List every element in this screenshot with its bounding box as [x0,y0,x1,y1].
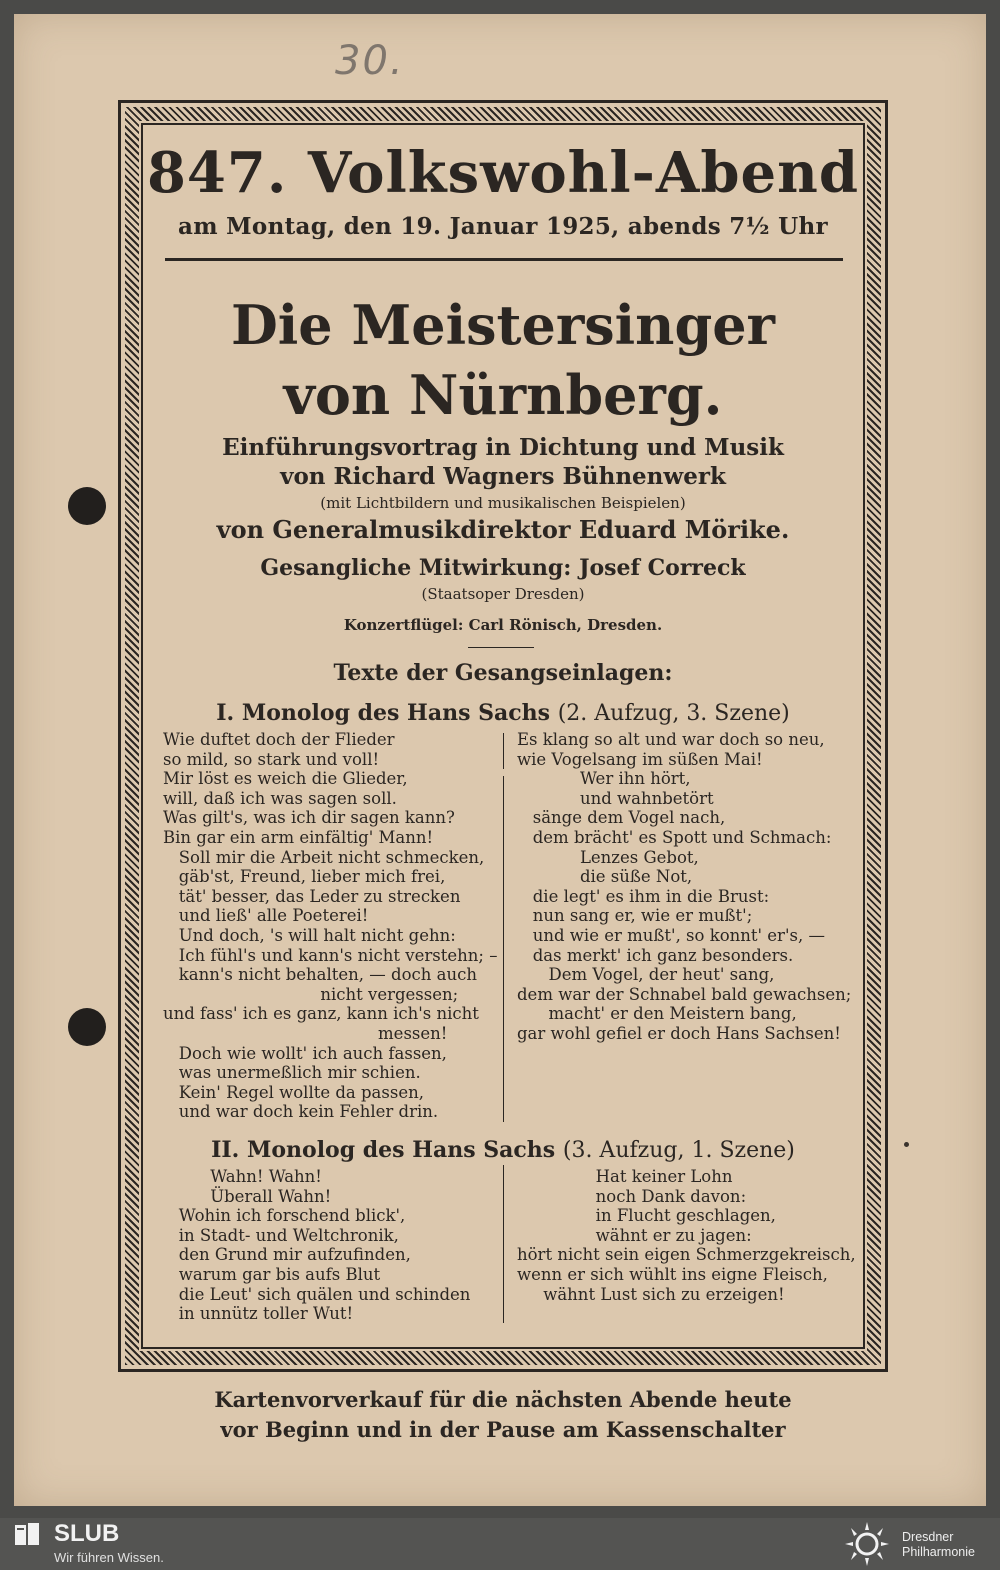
verse-line: Ich fühl's und kann's nicht verstehn; – [163,945,498,965]
monolog2-title: II. Monolog des Hans Sachs [211,1137,556,1163]
texts-title: Texte der Gesangseinlagen: [333,660,673,686]
verse-line: Soll mir die Arbeit nicht schmecken, [163,847,485,867]
footer-notice [140,1385,866,1445]
verse-line: und wie er mußt', so konnt' er's, — [517,925,825,945]
footer-line2: vor Beginn und in der Pause am Kassenschalter [220,1417,786,1442]
verse-line: nun sang er, wie er mußt'; [517,906,753,926]
verse-line: so mild, so stark und voll! [163,749,380,769]
philharmonie-logo-icon[interactable] [842,1520,892,1568]
slub-tagline: Wir führen Wissen. [54,1550,164,1565]
verse-line: Und doch, 's will halt nicht gehn: [163,925,456,945]
verse-line: die legt' es ihm in die Brust: [517,886,770,906]
piano-credit: Konzertflügel: Carl Rönisch, Dresden. [343,616,663,634]
verse-line: dem war der Schnabel bald gewachsen; [517,984,852,1004]
verse-line: und war doch kein Fehler drin. [163,1102,439,1122]
punch-hole [68,487,106,525]
verse-line: will, daß ich was sagen soll. [163,788,397,808]
monolog2-heading [140,1134,866,1167]
verse-line: sänge dem Vogel nach, [517,808,726,828]
verse-line: Was gilt's, was ich dir sagen kann? [163,808,455,828]
verse-line: in Flucht geschlagen, [517,1206,776,1226]
punch-hole [68,1008,106,1046]
verse-line: und ließ' alle Poeterei! [163,906,369,926]
monolog1-right-column [517,730,853,1044]
monolog2-scene: (3. Aufzug, 1. Szene) [562,1138,795,1163]
verse-line: wie Vogelsang im süßen Mai! [517,749,763,769]
verse-line: noch Dank davon: [517,1186,747,1206]
verse-line: Überall Wahn! [163,1186,332,1206]
event-date: am Montag, den 19. Januar 1925, abends 7½ Uhr [178,213,828,240]
verse-line: Es klang so alt und war doch so neu, [517,730,825,749]
partner-name-line1: Dresdner [902,1530,954,1544]
verse-line: Wer ihn hört, [517,769,691,789]
verse-line: Kein' Regel wollte da passen, [163,1082,424,1102]
intro-line1: Einführungsvortrag in Dichtung und Musik [222,434,784,461]
handwritten-note: 30. [335,38,405,84]
verse-line: das merkt' ich ganz besonders. [517,945,794,965]
column-divider [503,1165,504,1323]
verse-line: nicht vergessen; [163,984,459,1004]
verse-line: gäb'st, Freund, lieber mich frei, [163,867,446,887]
verse-line: die süße Not, [517,867,693,887]
verse-line: Wohin ich forschend blick', [163,1206,406,1226]
verse-line: dem brächt' es Spott und Schmach: [517,827,832,847]
verse-line: Lenzes Gebot, [517,847,699,867]
monolog1-left-column [163,730,498,1122]
verse-line: Doch wie wollt' ich auch fassen, [163,1043,447,1063]
verse-line: Bin gar ein arm einfältig' Mann! [163,827,434,847]
verse-line: wähnt er zu jagen: [517,1225,752,1245]
monolog2-right-column [517,1167,856,1304]
verse-line: in Stadt- und Weltchronik, [163,1225,399,1245]
verse-line: warum gar bis aufs Blut [163,1264,381,1284]
verse-line: tät' besser, das Leder zu strecken [163,886,461,906]
paper-speck [904,1142,909,1147]
section-divider [468,647,534,648]
verse-line: Wahn! Wahn! [163,1167,322,1186]
singer-note: (Staatsoper Dresden) [421,585,585,603]
verse-line: messen! [163,1023,448,1043]
opera-title-line2: von Nürnberg. [283,363,723,427]
verse-line: Mir löst es weich die Glieder, [163,769,408,789]
monolog2-left-column [163,1167,493,1324]
verse-line: Wie duftet doch der Flieder [163,730,395,749]
verse-line: den Grund mir aufzufinden, [163,1245,411,1265]
slub-name[interactable]: SLUB [54,1520,120,1547]
slub-logo-icon[interactable] [14,1522,40,1548]
verse-line: hört nicht sein eigen Schmerzgekreisch, [517,1245,856,1265]
column-divider [503,733,504,769]
intro-line2: von Richard Wagners Bühnenwerk [280,463,726,490]
singer-credit: Gesangliche Mitwirkung: Josef Correck [260,555,746,581]
intro-line4: von Generalmusikdirektor Eduard Mörike. [216,515,790,544]
event-title: 847. Volkswohl-Abend [146,140,860,206]
intro-line3: (mit Lichtbildern und musikalischen Beispielen) [320,494,686,512]
footer-line1: Kartenvorverkauf für die nächsten Abende heute [214,1387,792,1412]
verse-line: wähnt Lust sich zu erzeigen! [517,1284,785,1304]
verse-line: Dem Vogel, der heut' sang, [517,965,775,985]
verse-line: und fass' ich es ganz, kann ich's nicht [163,1004,479,1024]
verse-line: macht' er den Meistern bang, [517,1004,797,1024]
verse-line: Hat keiner Lohn [517,1167,733,1186]
verse-line: die Leut' sich quälen und schinden [163,1284,471,1304]
verse-line: in unnütz toller Wut! [163,1304,354,1324]
column-divider [503,776,504,1122]
verse-line: was unermeßlich mir schien. [163,1063,421,1083]
verse-line: und wahnbetört [517,788,714,808]
monolog1-title: I. Monolog des Hans Sachs [216,700,551,726]
monolog1-scene: (2. Aufzug, 3. Szene) [557,701,790,726]
opera-title-line1: Die Meistersinger [230,293,776,357]
verse-line: wenn er sich wühlt ins eigne Fleisch, [517,1264,828,1284]
header-divider [165,258,843,261]
verse-line: kann's nicht behalten, — doch auch [163,965,477,985]
monolog1-heading [140,697,866,730]
verse-line: gar wohl gefiel er doch Hans Sachsen! [517,1023,841,1043]
partner-name-line2: Philharmonie [902,1545,975,1559]
